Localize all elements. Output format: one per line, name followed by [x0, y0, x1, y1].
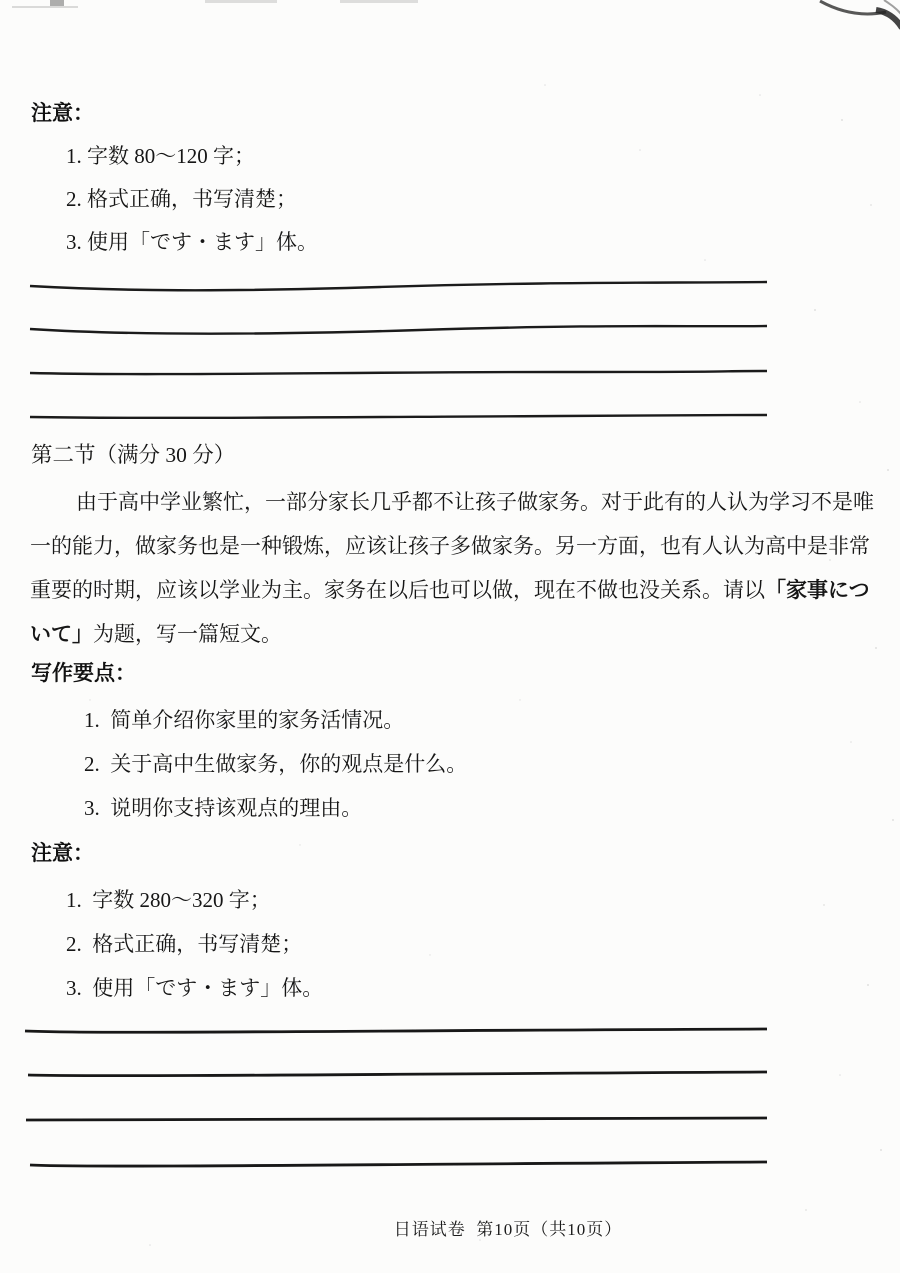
essay-prompt-line-3-text: 重要的时期，应该以学业为主。家务在以后也可以做，现在不做也没关系。请以 — [30, 578, 765, 602]
essay-prompt-line-4-text: 为题，写一篇短文。 — [93, 622, 282, 646]
writing-points-heading: 写作要点： — [31, 662, 136, 685]
notice-item: 1. 字数 80～120 字； — [66, 144, 255, 168]
scan-edge-mark — [50, 0, 64, 6]
section-heading: 第二节（满分 30 分） — [31, 443, 236, 467]
writing-point-item: 3. 说明你支持该观点的理由。 — [84, 796, 363, 820]
essay-prompt-line-4 — [30, 618, 282, 648]
essay-title-phrase-end: いて」 — [30, 623, 93, 646]
scan-edge-mark — [340, 0, 418, 3]
footer-page-info: 日语试卷 第10页（共10页） — [393, 1220, 623, 1239]
notice-heading: 注意： — [31, 102, 94, 125]
notice-heading: 注意： — [31, 842, 94, 865]
notice-item: 2. 格式正确，书写清楚； — [66, 932, 303, 956]
notice-item: 1. 字数 280～320 字； — [66, 888, 271, 912]
scan-edge-mark — [205, 0, 277, 3]
notice-item: 3. 使用「です・ます」体。 — [66, 230, 318, 254]
essay-prompt-line-3 — [30, 574, 870, 604]
essay-prompt-line-2: 一的能力，做家务也是一种锻炼，应该让孩子多做家务。另一方面，也有人认为高中是非常 — [30, 534, 870, 558]
writing-point-item: 2. 关于高中生做家务，你的观点是什么。 — [84, 752, 468, 776]
essay-title-phrase-start: 「家事につ — [765, 579, 870, 602]
notice-item: 3. 使用「です・ます」体。 — [66, 976, 324, 1000]
corner-fold-mark — [0, 0, 900, 60]
notice-item: 2. 格式正确，书写清楚； — [66, 187, 297, 211]
answer-writing-lines-top — [0, 0, 900, 440]
essay-prompt-line-1: 由于高中学业繁忙，一部分家长几乎都不让孩子做家务。对于此有的人认为学习不是唯 — [76, 490, 874, 514]
writing-point-item: 1. 简单介绍你家里的家务活情况。 — [84, 708, 405, 732]
scan-edge-mark — [12, 6, 78, 8]
